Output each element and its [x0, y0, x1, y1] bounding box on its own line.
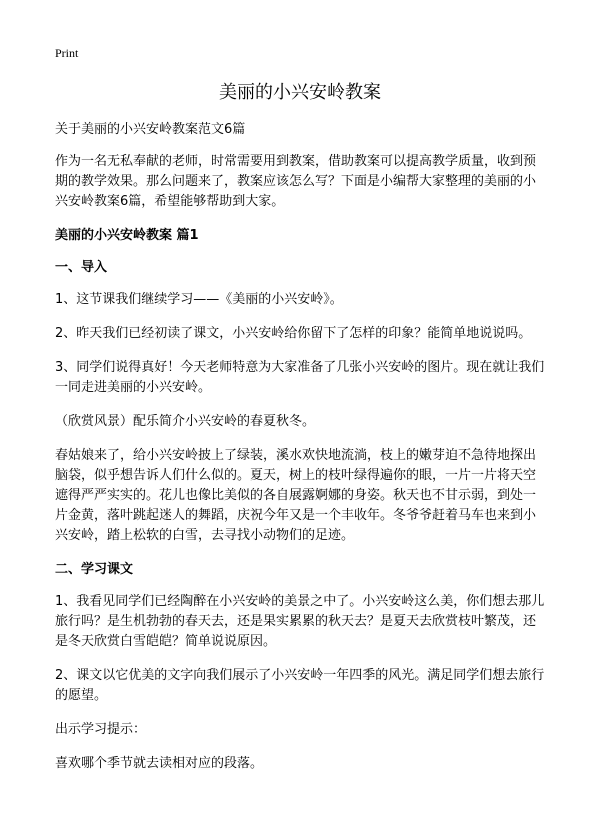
paragraph: 1、我看见同学们已经陶醉在小兴安岭的美景之中了。小兴安岭这么美，你们想去那儿旅行吗？是生机勃勃的春天去，还是果实累累的秋天去？是夏天去欣赏枝叶繁茂，还是冬天欣赏白雪皑皑？简单说说原因。 — [55, 594, 545, 649]
paragraph: 2、昨天我们已经初读了课文，小兴安岭给你留下了怎样的印象？能简单地说说吗。 — [55, 326, 532, 341]
subtitle: 关于美丽的小兴安岭教案范文6篇 — [55, 122, 246, 137]
paragraph: 出示学习提示： — [55, 722, 147, 737]
section-heading-study: 二、学习课文 — [55, 562, 134, 577]
paragraph: 3、同学们说得真好！今天老师特意为大家准备了几张小兴安岭的图片。现在就让我们一同走进美丽的小兴安岭。 — [55, 360, 545, 395]
document-body — [55, 120, 547, 788]
paragraph: 喜欢哪个季节就去读相对应的段落。 — [55, 756, 264, 771]
paragraph: 春姑娘来了，给小兴安岭披上了绿装，溪水欢快地流淌，枝上的嫩芽迫不急待地探出脑袋，似乎想告诉人们什么似的。夏天，树上的枝叶绿得遍你的眼，一片一片将天空遮得严严实实的。花儿也像比美似的各自展露婀娜的身姿。秋天也不甘示弱，到处一片金黄，落叶跳起迷人的舞蹈，庆祝今年又是一个丰收年。冬爷爷赶着马车也来到小兴安岭，踏上松软的白雪，去寻找小动物们的足迹。 — [55, 448, 537, 543]
section-heading-intro: 一、导入 — [55, 260, 108, 275]
article-heading: 美丽的小兴安岭教案 篇1 — [55, 228, 199, 243]
print-label: Print — [55, 46, 79, 60]
intro-paragraph: 作为一名无私奉献的老师，时常需要用到教案，借助教案可以提高教学质量，收到预期的教学效果。那么问题来了，教案应该怎么写？下面是小编帮大家整理的美丽的小兴安岭教案6篇，希望能够帮助到大家。 — [55, 154, 537, 209]
paragraph: （欣赏风景）配乐简介小兴安岭的春夏秋冬。 — [55, 414, 316, 429]
page-title: 美丽的小兴安岭教案 — [219, 82, 381, 103]
paragraph: 1、这节课我们继续学习——《美丽的小兴安岭》。 — [55, 292, 343, 307]
paragraph: 2、课文以它优美的文字向我们展示了小兴安岭一年四季的风光。满足同学们想去旅行的愿望。 — [55, 668, 545, 703]
